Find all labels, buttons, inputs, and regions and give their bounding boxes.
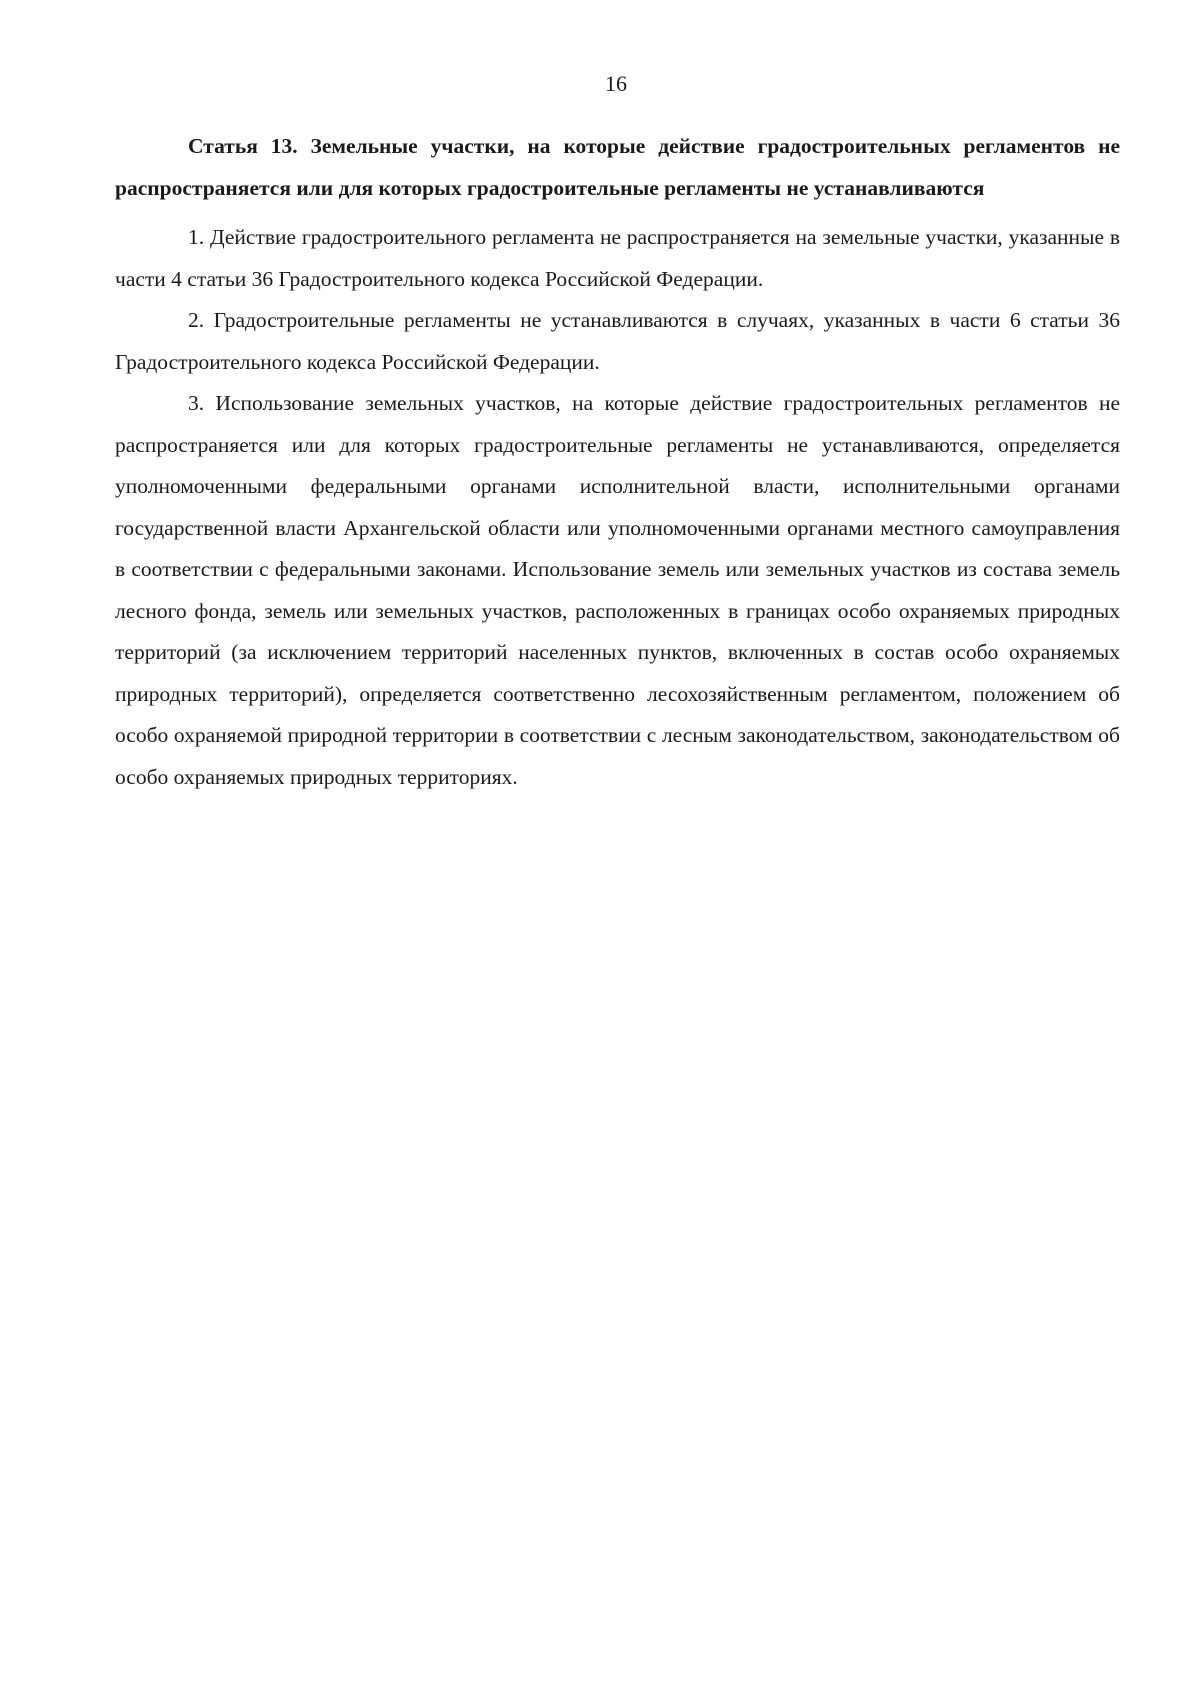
paragraph-1: 1. Действие градостроительного регламента не распространяется на земельные участки, указанные в части 4 статьи 36 Градостроительного кодекса Российской Федерации. [115,225,1120,291]
page-number: 16 [605,71,627,96]
paragraph-3: 3. Использование земельных участков, на которые действие градостроительных регламентов не распространяется или для которых градостроительные регламенты не устанавливаются, определяется уполномоченными федеральными органами исполнительной власти, исполнительными органами государственной власти Архангельской области или уполномоченными органами местного самоуправления в соответствии с федеральными законами. Использование земель или земельных участков из состава земель лесного фонда, земель или земельных участков, расположенных в границах особо охраняемых природных территорий (за исключением территорий населенных пунктов, включенных в состав особо охраняемых природных территорий), определяется соответственно лесохозяйственным регламентом, положением об особо охраняемой природной территории в соответствии с лесным законодательством, законодательством об особо охраняемых природных территориях. [115,391,1120,789]
article-heading: Статья 13. Земельные участки, на которые действие градостроительных регламентов не распространяется или для которых градостроительные регламенты не устанавливаются [115,134,1120,200]
document-body [115,125,1120,798]
paragraph-2: 2. Градостроительные регламенты не устанавливаются в случаях, указанных в части 6 статьи 36 Градостроительного кодекса Российской Федерации. [115,308,1120,374]
